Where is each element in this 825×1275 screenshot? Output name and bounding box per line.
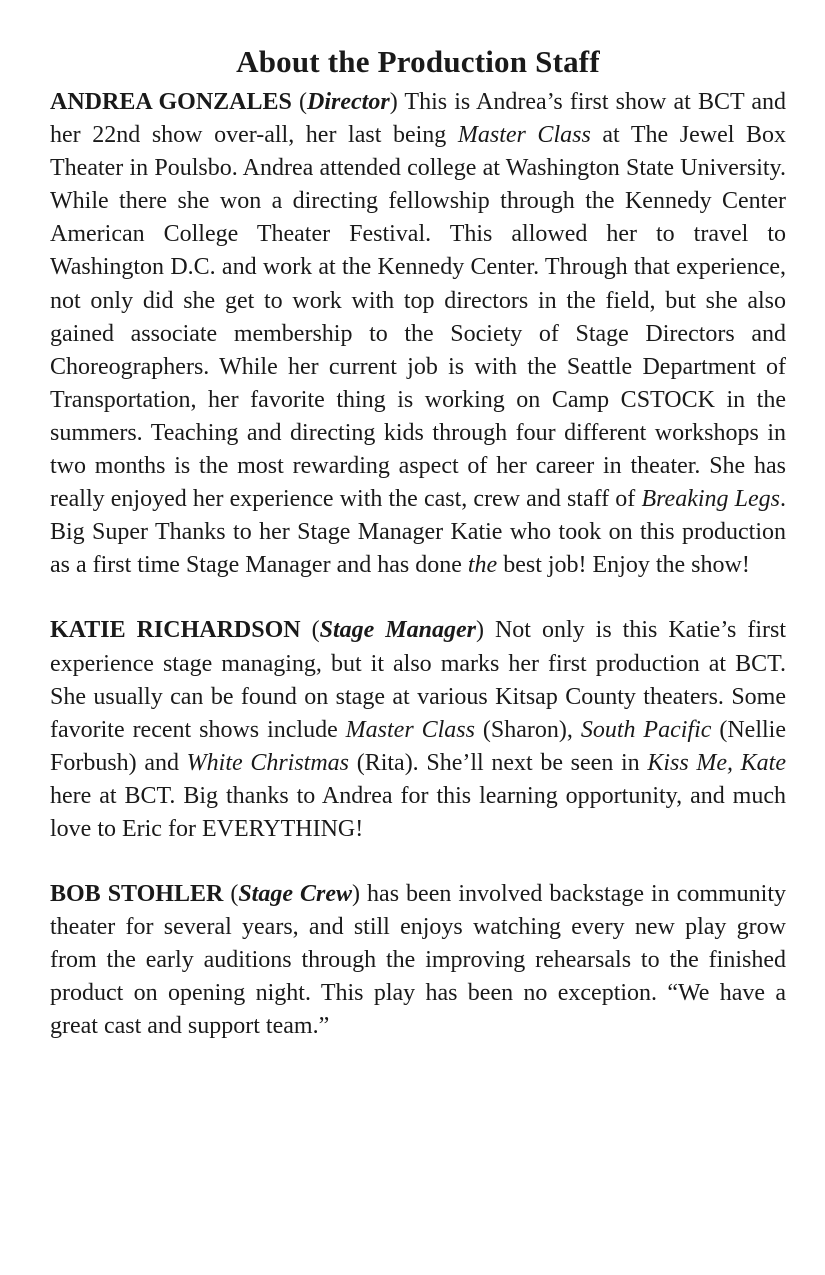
bio-text: (Sharon), (474, 716, 581, 743)
bio-role: Director (307, 89, 390, 115)
program-page (50, 0, 786, 1044)
show-title: White Christmas (186, 749, 350, 776)
show-title: Master Class (345, 716, 475, 743)
bio-text: . Big Super Thanks to her Stage Manager Katie who took on this production as a first time Stage Manager and has done (50, 486, 786, 579)
bio-role: Stage Crew (238, 881, 353, 908)
bio-name: ANDREA GONZALES (50, 89, 292, 115)
bio-katie-richardson: KATIE RICHARDSON (Stage Manager) Not only is this Katie’s first experience stage managing, but it also marks her first production at BCT. She usually can be found on stage at various Kitsap County theaters. Some favorite recent shows include Master Class (Sharon), South Pacific (Nellie Forbush) and White Christmas (Rita). She’ll next be seen in Kiss Me, Kate here at BCT. Big thanks to Andrea for this learning opportunity, and much love to Eric for EVERYTHING! (50, 617, 786, 842)
bio-name: BOB STOHLER (50, 881, 224, 908)
show-title: Master Class (457, 122, 591, 149)
bio-text: This is Andrea’s first show at BCT and her 22nd show over-all, her last being (50, 89, 787, 149)
bio-text: here at BCT. Big thanks to Andrea for this learning opportunity, and much love to Eric for EVERYTHING! (50, 782, 786, 842)
bio-text: best job! Enjoy the show! (497, 552, 750, 579)
page-title: About the Production Staff (236, 44, 600, 79)
bio-text: (Nellie Forbush) and (50, 716, 786, 776)
bio-text: Not only is this Katie’s first experience stage managing, but it also marks her first production at BCT. She usually can be found on stage at various Kitsap County theaters. Some favorite recent shows include (50, 617, 786, 743)
bio-role: Stage Manager (319, 617, 476, 644)
show-title: South Pacific (580, 716, 712, 743)
bio-text: has been involved backstage in community theater for several years, and still enjoys watching every new play grow from the early auditions through the improving rehearsals to the finished product on opening night. This play has been no exception. “We have a great cast and support team.” (50, 881, 787, 1040)
bio-text: (Rita). She’ll next be seen in (349, 749, 648, 776)
emphasis: the (467, 552, 498, 579)
bio-text: at The Jewel Box Theater in Poulsbo. Andrea attended college at Washington State University. While there she won a directing fellowship through the Kennedy Center American College Theater Festival. This allowed her to travel to Washington D.C. and work at the Kennedy Center. Through that experience, not only did she get to work with top directors in the field, but she also gained associate membership to the Society of Stage Directors and Choreographers. While her current job is with the Seattle Department of Transportation, her favorite thing is working on Camp CSTOCK in the summers. Teaching and directing kids through four different workshops in two months is the most rewarding aspect of her career in theater. She has really enjoyed her experience with the cast, crew and staff of (50, 122, 786, 513)
show-title: Breaking Legs (641, 486, 780, 513)
bio-name: KATIE RICHARDSON (50, 617, 301, 644)
bio-bob-stohler: BOB STOHLER (Stage Crew) has been involved backstage in community theater for several years, and still enjoys watching every new play grow from the early auditions through the improving rehearsals to the finished product on opening night. This play has been no exception. “We have a great cast and support team.” (50, 881, 787, 1040)
bio-andrea-gonzales: ANDREA GONZALES (Director) This is Andrea’s first show at BCT and her 22nd show over-all, her last being Master Class at The Jewel Box Theater in Poulsbo. Andrea attended college at Washington State University. While there she won a directing fellowship through the Kennedy Center American College Theater Festival. This allowed her to travel to Washington D.C. and work at the Kennedy Center. Through that experience, not only did she get to work with top directors in the field, but she also gained associate membership to the Society of Stage Directors and Choreographers. While her current job is with the Seattle Department of Transportation, her favorite thing is working on Camp CSTOCK in the summers. Teaching and directing kids through four different workshops in two months is the most rewarding aspect of her career in theater. She has really enjoyed her experience with the cast, crew and staff of Breaking Legs. Big Super Thanks to her Stage Manager Katie who took on this production as a first time Stage Manager and has done the best job! Enjoy the show! (50, 89, 787, 579)
show-title: Kiss Me, Kate (647, 749, 786, 776)
